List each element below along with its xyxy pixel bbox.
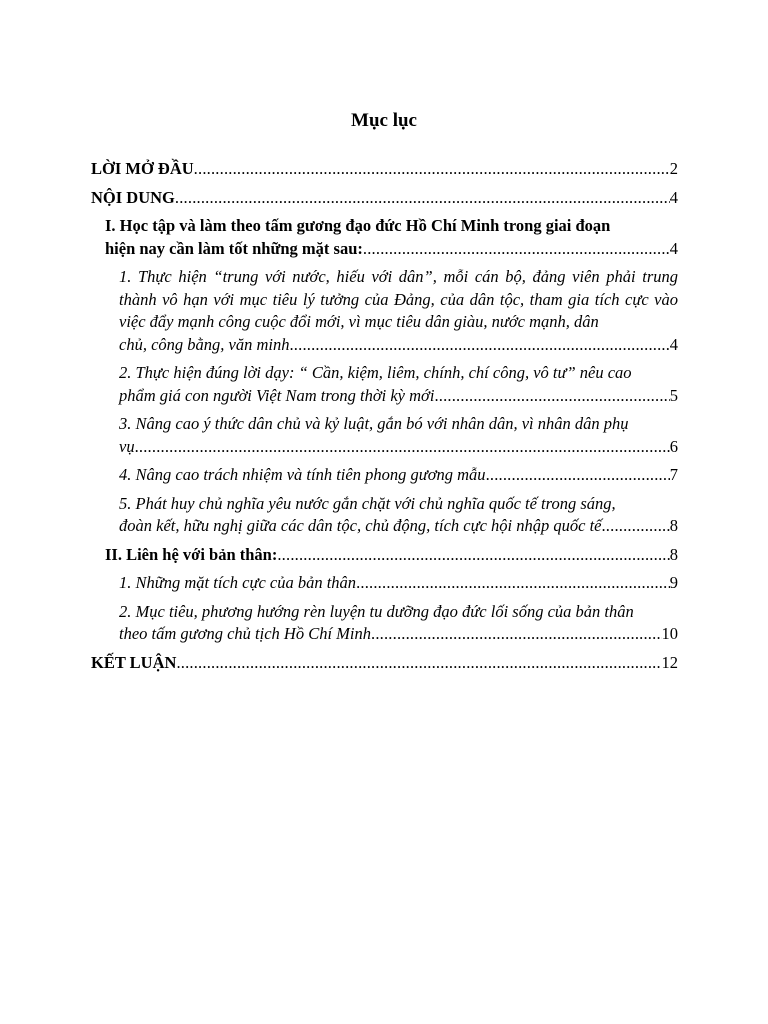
dot-leader: [176, 652, 661, 675]
toc-entry-loi-mo-dau[interactable]: [91, 158, 678, 181]
toc-page-number: 5: [669, 385, 678, 405]
toc-entry-section-2-1[interactable]: [91, 572, 678, 595]
toc-entry-section-1-5[interactable]: [91, 493, 678, 538]
toc-entry-label: hiện nay cần làm tốt những mặt sau:: [105, 238, 363, 258]
toc-page-number: 8: [669, 544, 678, 564]
toc-entry-label-lead: 1. Thực hiện “trung với nước, hiếu với dân”, mỗi cán bộ, đảng viên phải trung thành vô hạn với mục tiêu lý tưởng của Đảng, của dân tộc, tham gia tích cực vào việc đẩy mạnh công cuộc đổi mới, vì mục tiêu dân giàu, nước mạnh, dân: [119, 267, 678, 331]
toc-entry-section-2[interactable]: [91, 544, 678, 567]
dot-leader: [601, 515, 669, 538]
toc-page-number: 9: [669, 573, 678, 592]
dot-leader: [363, 238, 670, 261]
dot-leader: [194, 158, 670, 181]
toc-page-number: 4: [669, 334, 678, 354]
dot-leader: [175, 187, 670, 210]
toc-entry-label: đoàn kết, hữu nghị giữa các dân tộc, chủ động, tích cực hội nhập quốc tế: [119, 516, 602, 535]
toc-title: Mục lục: [351, 110, 417, 131]
toc-entry-section-1-3[interactable]: [91, 413, 678, 458]
toc-page-number: 10: [661, 624, 678, 643]
toc-entry-label: LỜI MỞ ĐẦU: [91, 159, 194, 178]
dot-leader: [356, 572, 670, 595]
toc-entry-section-1-4[interactable]: [91, 464, 678, 487]
toc-entry-section-1-1[interactable]: [91, 266, 678, 356]
toc-entry-label: 4. Nâng cao trách nhiệm và tính tiên phong gương mẫu: [119, 465, 486, 484]
toc-entry-label-lead: 2. Thực hiện đúng lời dạy: “ Cần, kiệm, liêm, chính, chí công, vô tư” nêu cao: [119, 363, 632, 382]
dot-leader: [434, 385, 669, 408]
toc-page-number: 7: [669, 465, 678, 484]
toc-entry-ket-luan[interactable]: [91, 652, 678, 675]
dot-leader: [289, 334, 669, 357]
dot-leader: [486, 464, 670, 487]
toc-entry-section-1-2[interactable]: [91, 362, 678, 407]
dot-leader: [135, 436, 670, 459]
toc-entry-label-lead: 2. Mục tiêu, phương hướng rèn luyện tu dưỡng đạo đức lối sống của bản thân: [119, 601, 634, 621]
toc-entry-noi-dung[interactable]: [91, 187, 678, 210]
toc-entry-label: II. Liên hệ với bản thân:: [105, 544, 278, 564]
toc-entry-label: NỘI DUNG: [91, 187, 175, 207]
toc-entry-label: theo tấm gương chủ tịch Hồ Chí Minh: [119, 624, 371, 643]
toc-page-number: 8: [669, 516, 678, 535]
toc-page-number: 4: [669, 238, 678, 258]
toc-entry-label: 1. Những mặt tích cực của bản thân: [119, 573, 357, 592]
toc-page-number: 12: [661, 652, 678, 672]
toc-entry-label: KẾT LUẬN: [91, 652, 177, 672]
toc-entry-label: chủ, công bằng, văn minh: [119, 334, 290, 354]
toc-page-number: 6: [669, 436, 678, 456]
toc-entry-section-1[interactable]: [91, 215, 678, 260]
toc-entry-label: phẩm giá con người Việt Nam trong thời kỳ mới: [119, 385, 435, 405]
toc-entry-section-2-2[interactable]: [91, 601, 678, 646]
toc-page-number: 2: [669, 159, 678, 178]
toc-page-number: 4: [669, 187, 678, 207]
toc-entry-label-lead: 3. Nâng cao ý thức dân chủ và kỷ luật, gắn bó với nhân dân, vì nhân dân phụ: [119, 414, 629, 433]
toc-entry-label-lead: 5. Phát huy chủ nghĩa yêu nước gắn chặt với chủ nghĩa quốc tế trong sáng,: [119, 493, 616, 513]
table-of-contents: [91, 158, 678, 680]
dot-leader: [277, 544, 669, 567]
toc-entry-label-lead: I. Học tập và làm theo tấm gương đạo đức Hồ Chí Minh trong giai đoạn: [105, 216, 611, 235]
dot-leader: [371, 623, 662, 646]
toc-entry-label: vụ: [119, 436, 135, 456]
